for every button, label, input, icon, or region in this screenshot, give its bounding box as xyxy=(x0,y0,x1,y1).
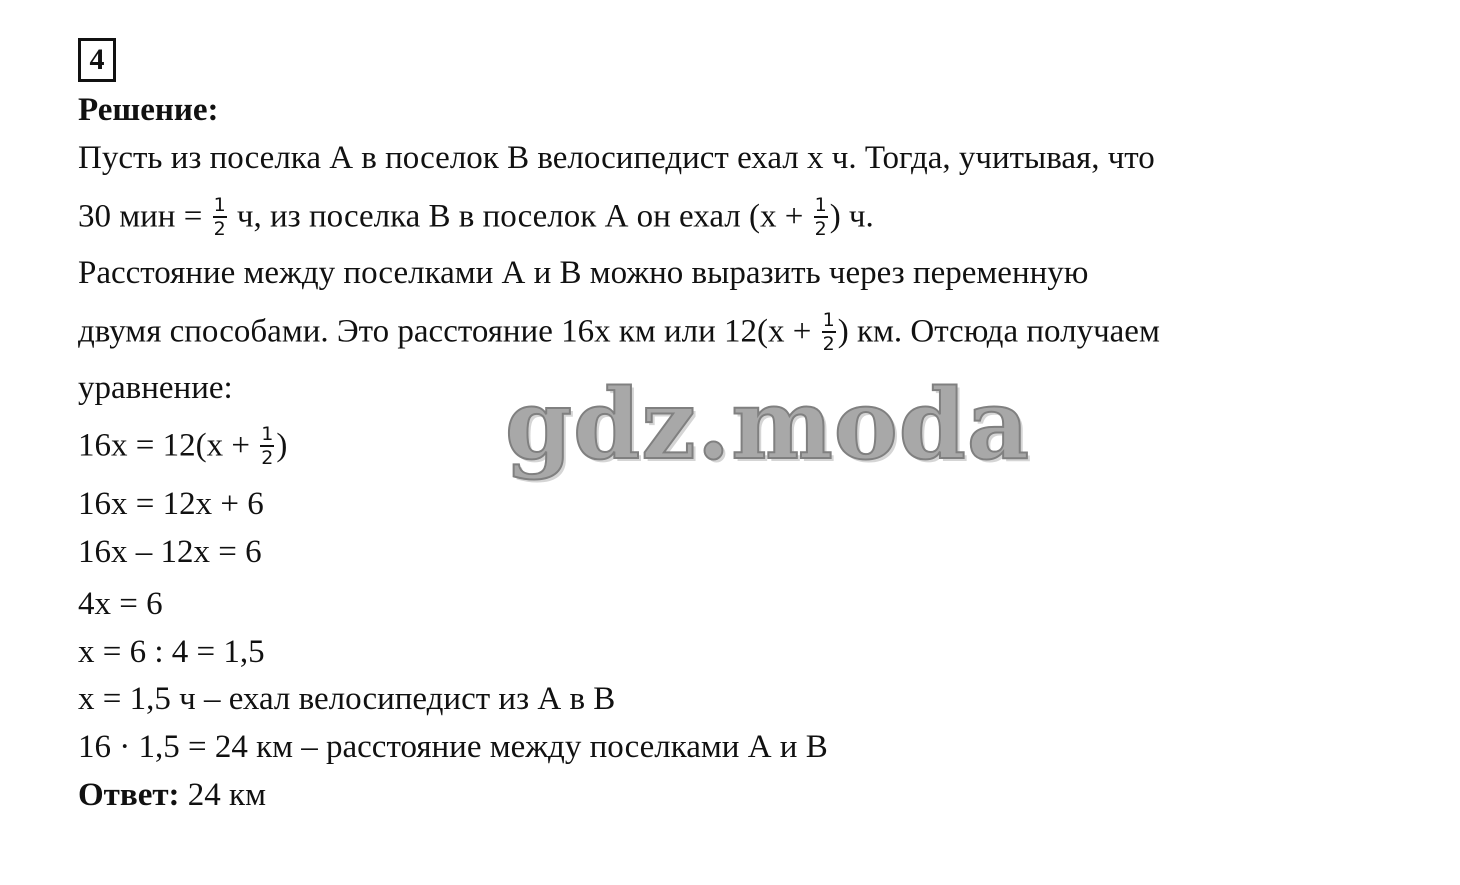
text-segment: 16x = 12(x + xyxy=(78,427,259,464)
text-segment: ч, из поселка В в поселок А он ехал (x + xyxy=(228,198,812,235)
equation-line-1 xyxy=(78,425,287,471)
text-segment: ) км. Отсюда получаем xyxy=(837,313,1160,350)
text-line-1: Пусть из поселка А в поселок В велосипедист ехал x ч. Тогда, учитывая, что xyxy=(78,140,1155,176)
fraction-one-half xyxy=(814,194,828,240)
equation-line-3: 16x – 12x = 6 xyxy=(78,534,262,570)
equation-line-2: 16x = 12x + 6 xyxy=(78,486,264,522)
equation-line-5: x = 6 : 4 = 1,5 xyxy=(78,634,265,670)
equation-line-7: 16 · 1,5 = 24 км – расстояние между поселками А и В xyxy=(78,729,828,765)
text-segment: ) ч. xyxy=(829,198,874,235)
solution-heading: Решение: xyxy=(78,92,219,128)
text-line-5: уравнение: xyxy=(78,370,233,406)
equation-line-6: x = 1,5 ч – ехал велосипедист из А в В xyxy=(78,681,616,717)
fraction-denominator: 2 xyxy=(814,218,827,240)
answer-label: Ответ: xyxy=(78,777,180,813)
answer-line xyxy=(78,775,266,815)
fraction-numerator: 1 xyxy=(261,423,274,445)
answer-value: 24 км xyxy=(179,777,266,813)
fraction-numerator: 1 xyxy=(814,194,827,216)
equation-line-4: 4x = 6 xyxy=(78,586,163,622)
task-number-box: 4 xyxy=(78,38,116,82)
fraction-one-half xyxy=(213,194,227,240)
text-line-2 xyxy=(78,196,874,242)
fraction-one-half xyxy=(822,309,836,355)
fraction-numerator: 1 xyxy=(822,309,835,331)
text-segment: ) xyxy=(276,427,288,464)
fraction-denominator: 2 xyxy=(822,333,835,355)
watermark-logo: gdz.moda xyxy=(505,368,1031,481)
fraction-denominator: 2 xyxy=(213,218,226,240)
fraction-numerator: 1 xyxy=(213,194,226,216)
text-segment: двумя способами. Это расстояние 16x км или 12(x + xyxy=(78,313,820,350)
text-line-4 xyxy=(78,311,1160,357)
text-line-3: Расстояние между поселками А и В можно выразить через переменную xyxy=(78,255,1089,291)
fraction-denominator: 2 xyxy=(261,447,274,469)
fraction-one-half xyxy=(260,423,274,469)
text-segment: 30 мин = xyxy=(78,198,211,235)
